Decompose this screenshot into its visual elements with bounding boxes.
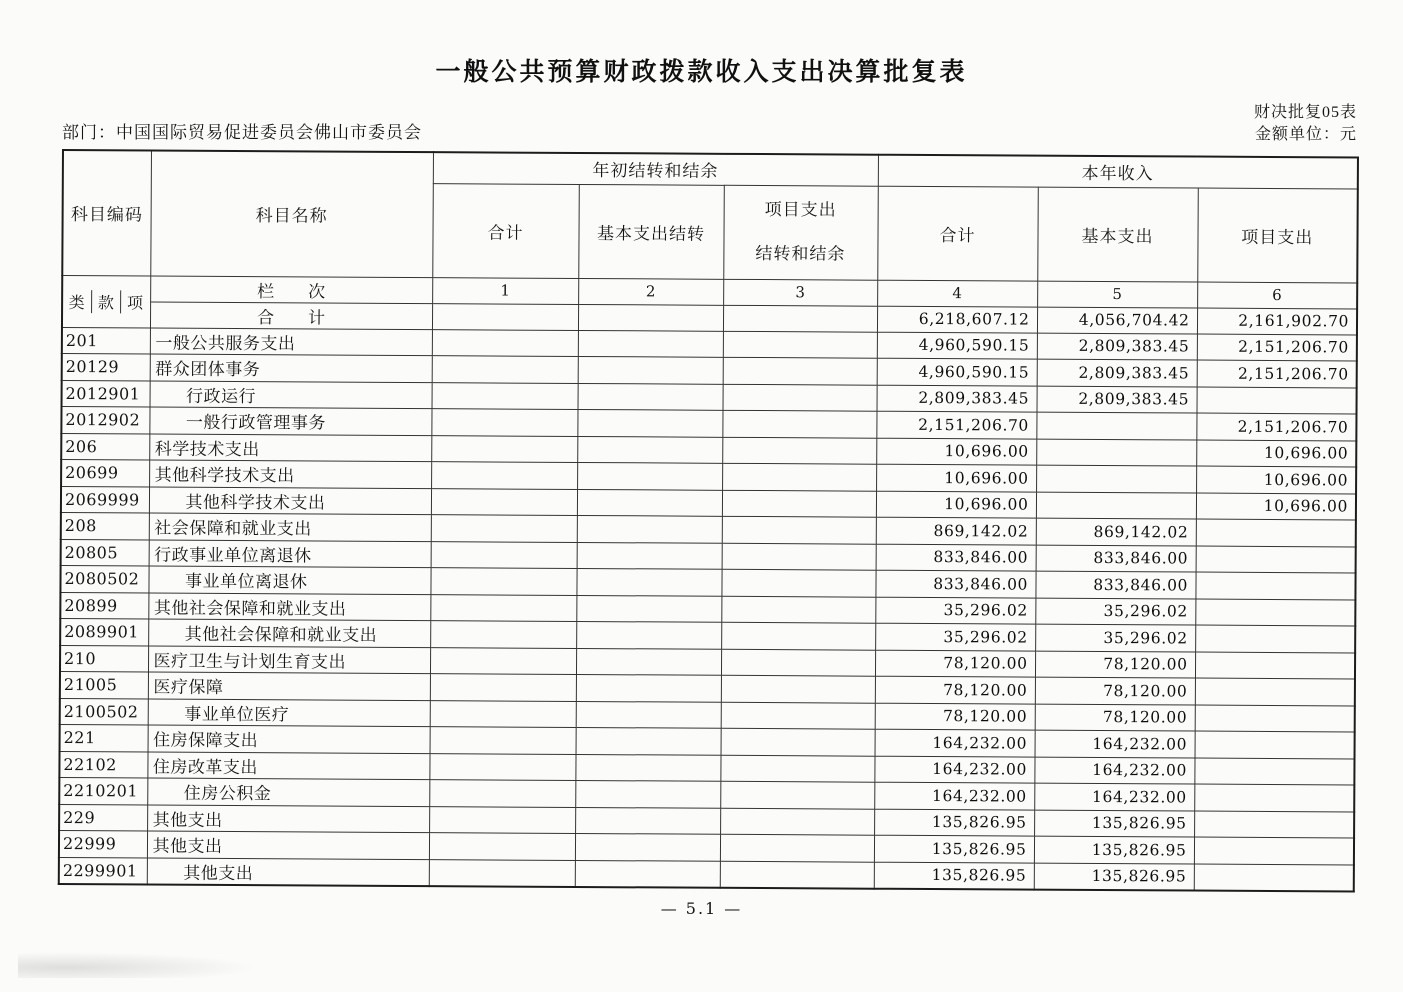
cell-col6: 10,696.00 xyxy=(1196,466,1356,493)
row-code: 22102 xyxy=(59,751,147,778)
budget-table xyxy=(58,149,1359,892)
column-index-3: 3 xyxy=(723,279,877,306)
cell-col1 xyxy=(430,674,576,701)
cell-col1 xyxy=(429,806,575,833)
cell-col6 xyxy=(1195,572,1355,599)
cell-col4: 10,696.00 xyxy=(876,464,1036,491)
cell-col1 xyxy=(431,515,577,542)
cell-col2 xyxy=(577,516,722,543)
cell-col5: 2,809,383.45 xyxy=(1037,333,1197,360)
cell-col5: 833,846.00 xyxy=(1035,571,1195,598)
column-index-4: 4 xyxy=(877,280,1037,307)
table-scan-area xyxy=(58,149,1403,892)
cell-col5: 135,826.95 xyxy=(1034,863,1194,890)
row-name: 事业单位离退休 xyxy=(148,566,430,594)
cell-col2 xyxy=(576,595,721,622)
cell-col6 xyxy=(1195,625,1355,652)
cell-col1 xyxy=(432,382,578,409)
cell-col3 xyxy=(720,755,874,782)
row-code: 20129 xyxy=(62,354,150,381)
cell-col5 xyxy=(1036,465,1196,492)
cell-col6 xyxy=(1195,705,1355,732)
cell-col6 xyxy=(1195,599,1355,626)
column-index-1: 1 xyxy=(432,277,578,304)
row-name: 医疗保障 xyxy=(148,672,430,700)
row-name: 其他科学技术支出 xyxy=(149,487,431,515)
column-index-label: 栏 次 xyxy=(150,276,432,304)
cell-col3 xyxy=(721,728,875,755)
cell-col3 xyxy=(721,622,875,649)
row-name: 其他支出 xyxy=(147,831,429,859)
cell-col5 xyxy=(1036,439,1196,466)
cell-col4: 4,960,590.15 xyxy=(877,332,1037,359)
cell-col3 xyxy=(722,543,876,570)
row-code: 221 xyxy=(60,725,148,752)
cell-col2 xyxy=(576,622,721,649)
cell-col1 xyxy=(430,647,576,674)
cell-col3 xyxy=(720,808,874,835)
cell-col4: 164,232.00 xyxy=(874,782,1034,809)
code-part-section: 款 xyxy=(91,290,120,313)
cell-col2 xyxy=(575,860,720,887)
cell-col1 xyxy=(430,621,576,648)
row-code: 208 xyxy=(61,513,149,540)
row-name: 医疗卫生与计划生育支出 xyxy=(148,646,430,674)
department-line: 部门：中国国际贸易促进委员会佛山市委员会 xyxy=(62,123,422,143)
cell-col1 xyxy=(431,435,577,462)
cell-col2 xyxy=(575,834,720,861)
cell-col4: 164,232.00 xyxy=(874,756,1034,783)
cell-col3 xyxy=(722,490,876,517)
cell-col1 xyxy=(430,568,576,595)
cell-col2 xyxy=(576,569,721,596)
cell-col5: 164,232.00 xyxy=(1034,783,1194,810)
cell-col5: 2,809,383.45 xyxy=(1037,359,1197,386)
cell-col4: 833,846.00 xyxy=(875,570,1035,597)
cell-col4: 78,120.00 xyxy=(875,676,1035,703)
row-code: 229 xyxy=(59,804,147,831)
cell-col6 xyxy=(1195,652,1355,679)
cell-col1 xyxy=(429,753,575,780)
row-code: 20699 xyxy=(61,460,149,487)
cell-col4: 4,960,590.15 xyxy=(877,358,1037,385)
cell-col3 xyxy=(721,675,875,702)
row-code: 2089901 xyxy=(60,619,148,646)
cell-col2 xyxy=(577,436,722,463)
form-meta xyxy=(1254,102,1357,145)
cell-col3 xyxy=(720,781,874,808)
column-header-subject-code: 科目编码 xyxy=(62,150,151,276)
cell-col6 xyxy=(1194,864,1354,891)
cell-col1 xyxy=(430,727,576,754)
total-cell-col2 xyxy=(578,304,723,331)
cell-col4: 2,809,383.45 xyxy=(877,385,1037,412)
row-name: 社会保障和就业支出 xyxy=(149,513,431,541)
cell-col6: 2,151,206.70 xyxy=(1196,413,1356,440)
cell-col6 xyxy=(1195,731,1355,758)
cell-col3 xyxy=(723,331,877,358)
cell-col1 xyxy=(429,833,575,860)
row-name: 群众团体事务 xyxy=(150,354,432,382)
column-header-subject-name: 科目名称 xyxy=(150,151,433,278)
document-meta xyxy=(62,102,1357,145)
header-group-row xyxy=(63,150,1358,188)
cell-col4: 164,232.00 xyxy=(875,729,1035,756)
cell-col1 xyxy=(432,356,578,383)
cell-col6 xyxy=(1196,546,1356,573)
code-part-item: 项 xyxy=(120,290,149,313)
row-name: 住房保障支出 xyxy=(148,725,430,753)
cell-col2 xyxy=(578,383,723,410)
cell-col3 xyxy=(723,357,877,384)
row-name: 住房公积金 xyxy=(147,778,429,806)
cell-col4: 35,296.02 xyxy=(875,597,1035,624)
cell-col1 xyxy=(429,859,575,886)
cell-col2 xyxy=(576,648,721,675)
cell-col4: 78,120.00 xyxy=(875,703,1035,730)
cell-col6: 2,151,206.70 xyxy=(1197,360,1357,387)
cell-col5: 35,296.02 xyxy=(1035,598,1195,625)
row-code: 2012901 xyxy=(62,380,150,407)
cell-col2 xyxy=(578,357,723,384)
cell-col5 xyxy=(1036,492,1196,519)
row-code: 201 xyxy=(62,327,150,354)
cell-col5: 2,809,383.45 xyxy=(1037,386,1197,413)
column-header-income-total: 合计 xyxy=(877,186,1038,281)
cell-col5: 135,826.95 xyxy=(1034,836,1194,863)
cell-col2 xyxy=(576,701,721,728)
cell-col5: 164,232.00 xyxy=(1035,730,1195,757)
cell-col1 xyxy=(431,488,577,515)
row-code: 21005 xyxy=(60,672,148,699)
cell-col6 xyxy=(1194,784,1354,811)
cell-col5: 869,142.02 xyxy=(1036,518,1196,545)
column-group-carryover: 年初结转和结余 xyxy=(433,152,878,186)
row-code: 2299901 xyxy=(59,857,147,884)
cell-col3 xyxy=(722,516,876,543)
cell-col4: 78,120.00 xyxy=(875,650,1035,677)
total-cell-col1 xyxy=(432,303,578,330)
total-cell-col4: 6,218,607.12 xyxy=(877,306,1037,333)
cell-col3 xyxy=(721,649,875,676)
cell-col2 xyxy=(578,330,723,357)
cell-col2 xyxy=(576,728,721,755)
row-code: 2080502 xyxy=(60,566,148,593)
cell-col5: 78,120.00 xyxy=(1035,677,1195,704)
cell-col3 xyxy=(721,569,875,596)
row-name: 住房改革支出 xyxy=(147,752,429,780)
cell-col4: 869,142.02 xyxy=(876,517,1036,544)
cell-col1 xyxy=(430,700,576,727)
row-name: 其他支出 xyxy=(147,858,429,886)
cell-col6: 10,696.00 xyxy=(1196,440,1356,467)
cell-col3 xyxy=(722,463,876,490)
cell-col3 xyxy=(720,834,874,861)
cell-col1 xyxy=(430,594,576,621)
column-group-current-income: 本年收入 xyxy=(878,155,1358,189)
cell-col6: 10,696.00 xyxy=(1196,493,1356,520)
row-name: 科学技术支出 xyxy=(149,434,431,462)
row-name: 其他社会保障和就业支出 xyxy=(148,593,430,621)
cell-col5: 833,846.00 xyxy=(1036,545,1196,572)
cell-col4: 135,826.95 xyxy=(874,835,1034,862)
cell-col4: 10,696.00 xyxy=(876,491,1036,518)
cell-col6: 2,151,206.70 xyxy=(1197,334,1357,361)
code-parts-cell xyxy=(62,275,150,328)
row-name: 事业单位医疗 xyxy=(148,699,430,727)
row-code: 2069999 xyxy=(61,486,149,513)
cell-col5: 78,120.00 xyxy=(1035,651,1195,678)
total-cell-col6: 2,161,902.70 xyxy=(1197,308,1357,335)
row-code: 2210201 xyxy=(59,778,147,805)
cell-col2 xyxy=(575,754,720,781)
row-code: 20899 xyxy=(60,592,148,619)
column-index-2: 2 xyxy=(578,278,723,305)
row-code: 206 xyxy=(61,433,149,460)
page-number: — 5.1 — xyxy=(660,898,743,918)
cell-col4: 10,696.00 xyxy=(876,438,1036,465)
cell-col2 xyxy=(577,542,722,569)
column-header-carryover-total: 合计 xyxy=(432,183,579,278)
cell-col6 xyxy=(1194,758,1354,785)
cell-col5: 164,232.00 xyxy=(1034,757,1194,784)
cell-col3 xyxy=(720,861,874,888)
cell-col2 xyxy=(576,675,721,702)
cell-col4: 2,151,206.70 xyxy=(876,411,1036,438)
column-index-6: 6 xyxy=(1197,282,1357,309)
cell-col3 xyxy=(721,596,875,623)
cell-col5: 35,296.02 xyxy=(1035,624,1195,651)
row-name: 其他支出 xyxy=(147,805,429,833)
row-code: 20805 xyxy=(61,539,149,566)
cell-col5 xyxy=(1036,412,1196,439)
cell-col6 xyxy=(1195,678,1355,705)
column-header-project-expenditure: 项目支出 xyxy=(1197,188,1358,283)
cell-col4: 833,846.00 xyxy=(876,544,1036,571)
cell-col3 xyxy=(723,384,877,411)
row-name: 其他科学技术支出 xyxy=(149,460,431,488)
cell-col6 xyxy=(1197,387,1357,414)
row-name: 一般行政管理事务 xyxy=(149,407,431,435)
cell-col2 xyxy=(577,410,722,437)
cell-col3 xyxy=(722,437,876,464)
cell-col3 xyxy=(722,410,876,437)
form-code: 财决批复05表 xyxy=(1253,104,1357,121)
row-name: 行政事业单位离退休 xyxy=(149,540,431,568)
cell-col6 xyxy=(1194,837,1354,864)
column-header-project-carryover: 项目支出 结转和结余 xyxy=(723,185,878,280)
cell-col1 xyxy=(432,329,578,356)
cell-col3 xyxy=(721,702,875,729)
row-name: 行政运行 xyxy=(150,381,432,409)
cell-col1 xyxy=(431,541,577,568)
amount-unit-label: 金额单位：元 xyxy=(1254,125,1357,143)
row-name: 其他社会保障和就业支出 xyxy=(148,619,430,647)
cell-col4: 35,296.02 xyxy=(875,623,1035,650)
cell-col4: 135,826.95 xyxy=(874,809,1034,836)
total-cell-col5: 4,056,704.42 xyxy=(1037,307,1197,334)
cell-col1 xyxy=(429,780,575,807)
cell-col6 xyxy=(1196,519,1356,546)
column-header-basic-expenditure: 基本支出 xyxy=(1037,187,1198,282)
row-name: 一般公共服务支出 xyxy=(150,328,432,356)
cell-col2 xyxy=(577,489,722,516)
row-code: 22999 xyxy=(59,831,147,858)
cell-col2 xyxy=(575,807,720,834)
cell-col4: 135,826.95 xyxy=(874,862,1034,889)
row-code: 210 xyxy=(60,645,148,672)
cell-col5: 135,826.95 xyxy=(1034,810,1194,837)
column-header-basic-carryover: 基本支出结转 xyxy=(578,184,724,279)
cell-col2 xyxy=(575,781,720,808)
total-row-label: 合 计 xyxy=(150,302,432,330)
cell-col5: 78,120.00 xyxy=(1035,704,1195,731)
total-cell-col3 xyxy=(723,305,877,332)
page-title: 一般公共预算财政拨款收入支出决算批复表 xyxy=(435,58,968,86)
cell-col1 xyxy=(431,409,577,436)
row-code: 2012902 xyxy=(61,407,149,434)
code-part-class: 类 xyxy=(68,294,86,312)
cell-col2 xyxy=(577,463,722,490)
column-index-5: 5 xyxy=(1037,281,1197,308)
cell-col1 xyxy=(431,462,577,489)
row-code: 2100502 xyxy=(60,698,148,725)
table-body xyxy=(59,327,1357,891)
cell-col6 xyxy=(1194,811,1354,838)
